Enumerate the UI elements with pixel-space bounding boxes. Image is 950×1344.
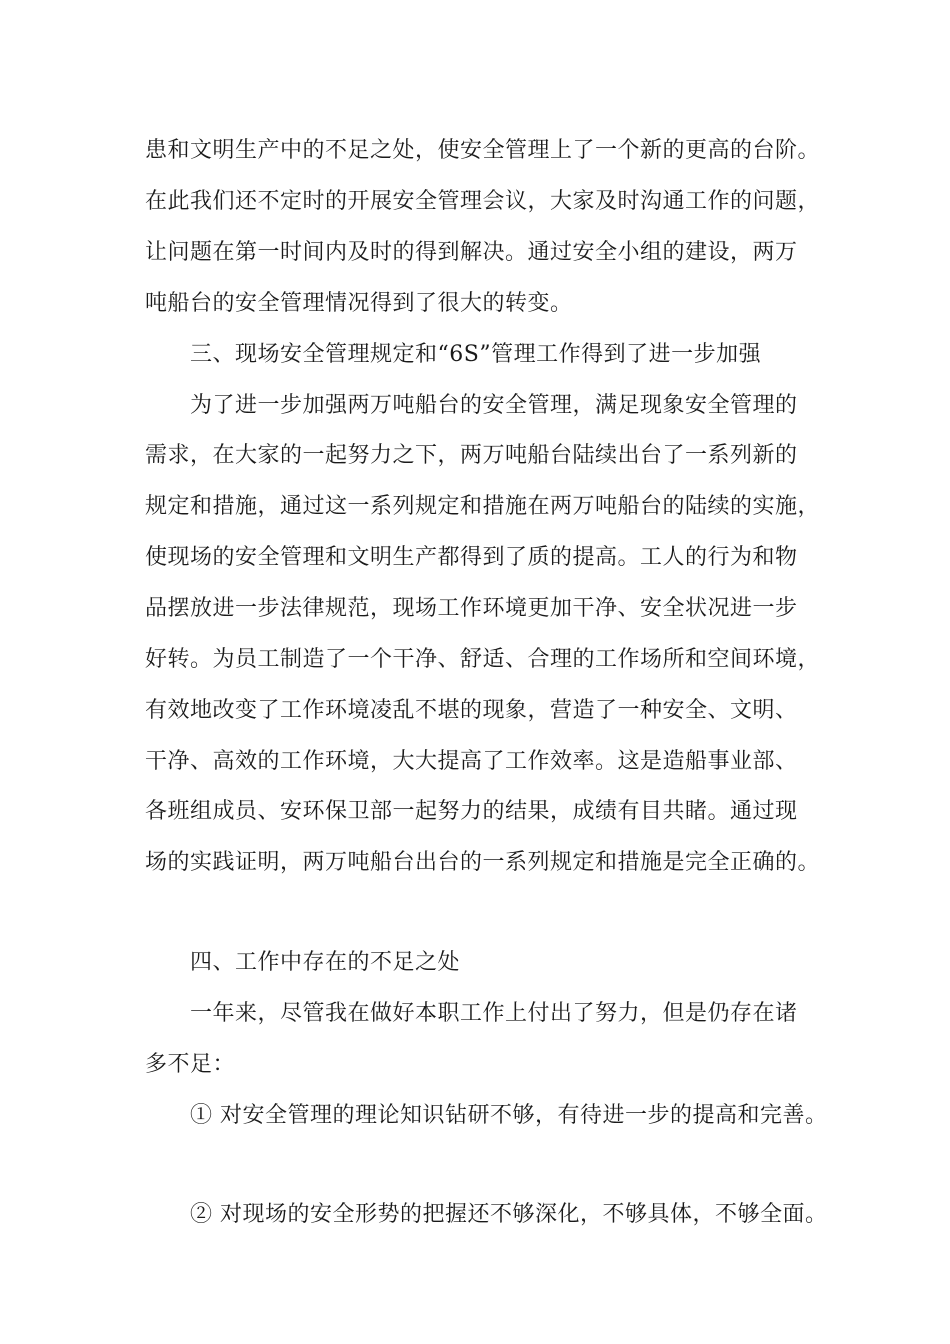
paragraph-line: 需求，在大家的一起努力之下，两万吨船台陆续出台了一系列新的	[145, 443, 798, 468]
list-item: ② 对现场的安全形势的把握还不够深化，不够具体，不够全面。	[190, 1202, 828, 1227]
paragraph-line: 各班组成员、安环保卫部一起努力的结果，成绩有目共睹。通过现	[145, 799, 798, 824]
paragraph-line: 使现场的安全管理和文明生产都得到了质的提高。工人的行为和物	[145, 545, 798, 570]
paragraph-line: 场的实践证明，两万吨船台出台的一系列规定和措施是完全正确的。	[145, 850, 821, 875]
paragraph-line: 多不足：	[145, 1052, 236, 1077]
paragraph-line: 患和文明生产中的不足之处，使安全管理上了一个新的更高的台阶。	[145, 138, 821, 163]
section-heading: 四、工作中存在的不足之处	[190, 950, 461, 975]
paragraph-line: 规定和措施，通过这一系列规定和措施在两万吨船台的陆续的实施，	[145, 494, 821, 519]
list-item: ① 对安全管理的理论知识钻研不够，有待进一步的提高和完善。	[190, 1103, 828, 1128]
paragraph-line: 吨船台的安全管理情况得到了很大的转变。	[145, 291, 573, 316]
paragraph-line: 有效地改变了工作环境凌乱不堪的现象，营造了一种安全、文明、	[145, 698, 798, 723]
paragraph-line: 干净、高效的工作环境，大大提高了工作效率。这是造船事业部、	[145, 749, 798, 774]
paragraph-line: 为了进一步加强两万吨船台的安全管理，满足现象安全管理的	[190, 393, 798, 418]
paragraph-line: 品摆放进一步法律规范，现场工作环境更加干净、安全状况进一步	[145, 596, 798, 621]
paragraph-line: 在此我们还不定时的开展安全管理会议，大家及时沟通工作的问题，	[145, 189, 821, 214]
section-heading: 三、现场安全管理规定和“6S”管理工作得到了进一步加强	[190, 342, 762, 367]
paragraph-line: 好转。为员工制造了一个干净、舒适、合理的工作场所和空间环境，	[145, 647, 821, 672]
paragraph-line: 一年来，尽管我在做好本职工作上付出了努力，但是仍存在诸	[190, 1001, 798, 1026]
paragraph-line: 让问题在第一时间内及时的得到解决。通过安全小组的建设，两万	[145, 240, 798, 265]
